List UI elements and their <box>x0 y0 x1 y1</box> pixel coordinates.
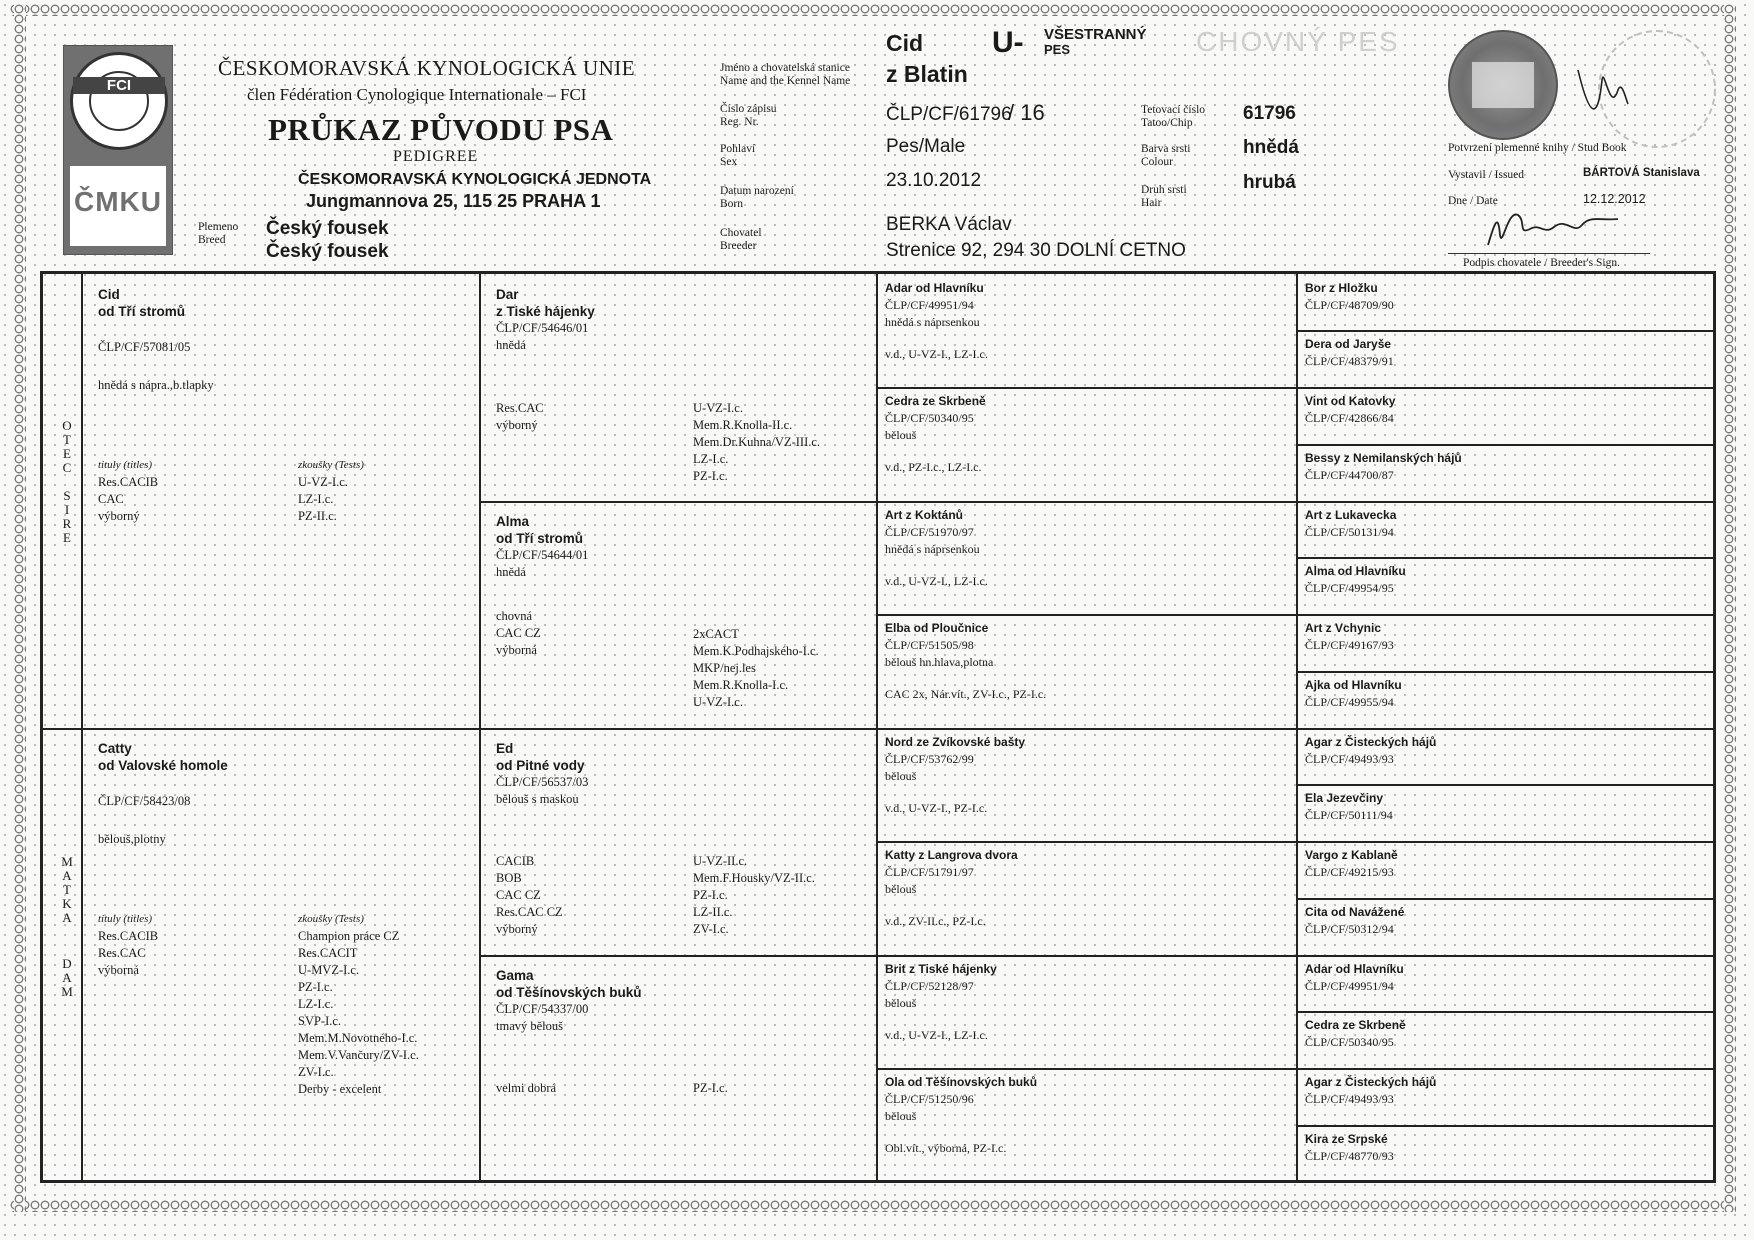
great-grandparent-cell: Nord ze Zvíkovské bašty ČLP/CF/53762/99 bělouš v.d., U-VZ-I., PZ-I.c. <box>885 735 1026 815</box>
grandparent-tests: 2xCACT Mem.K.Podhajského-I.c. MKP/nej.les Mem.R.Knolla-I.c. U-VZ-I.c. <box>693 627 819 709</box>
dog-tattoo: 61796 <box>1243 103 1296 124</box>
gg-grandparent-cell: Cedra ze Skrbeně ČLP/CF/50340/95 <box>1305 1018 1406 1049</box>
breed-value-en: Český fousek <box>266 241 389 262</box>
grandparent-titles: Res.CAC výborný <box>496 401 544 432</box>
breed-value-cz: Český fousek <box>266 218 389 239</box>
watermark-stamp: CHOVNÝ PES <box>1196 26 1400 57</box>
org-name: ČESKOMORAVSKÁ KYNOLOGICKÁ UNIE <box>218 56 636 80</box>
studbook-label: Potvrzení plemenné knihy / Stud Book <box>1448 142 1627 154</box>
cmku-emblem-icon: ČMKU <box>70 166 166 246</box>
signature-line <box>1448 253 1650 254</box>
grandparent-cell: Alma od Tří stromů ČLP/CF/54644/01 hnědá <box>496 514 589 579</box>
dog-kennel: z Blatin <box>886 61 968 87</box>
issued-label: Vystavil / Issued <box>1448 169 1525 181</box>
breeder-address: Strenice 92, 294 30 DOLNÍ CETNO <box>886 240 1186 261</box>
grandparent-tests: PZ-I.c. <box>693 1081 728 1095</box>
fci-cmku-logo <box>63 45 173 255</box>
great-grandparent-cell: Art z Koktánů ČLP/CF/51970/97 hnědá s náprsenkou v.d., U-VZ-I., LZ-I.c. <box>885 508 988 588</box>
name-label: Jméno a chovatelská stanice Name and the Kennel Name <box>720 62 851 87</box>
dog-reg-nr: ČLP/CF/61796 <box>886 104 1012 125</box>
grandparent-cell: Ed od Pitné vody ČLP/CF/56537/03 bělouš s maskou <box>496 741 589 806</box>
great-grandparent-cell: Ola od Těšínovských buků ČLP/CF/51250/96 bělouš Obl.vít., výborná, PZ-I.c. <box>885 1075 1038 1155</box>
gg-grandparent-cell: Ela Jezevčiny ČLP/CF/50111/94 <box>1305 791 1393 822</box>
grandparent-tests: U-VZ-II.c. Mem.F.Housky/VZ-II.c. PZ-I.c. LZ-II.c. ZV-I.c. <box>693 854 815 936</box>
sire-tests: zkoušky (Tests) U-VZ-I.c. LZ-I.c. PZ-II.c. <box>298 459 364 523</box>
ornamental-border-left <box>14 4 26 1212</box>
grandparent-cell: Gama od Těšínovských buků ČLP/CF/54337/00 tmavý bělouš <box>496 968 642 1033</box>
gg-grandparent-cell: Dera od Jaryše ČLP/CF/48379/91 <box>1305 337 1394 368</box>
fci-member-line: člen Fédération Cynologique Internationale – FCI <box>247 85 587 104</box>
issued-date: 12.12.2012 <box>1583 192 1646 206</box>
dog-colour: hnědá <box>1243 137 1299 158</box>
date-label: Dne / Date <box>1448 195 1498 207</box>
born-label: Datum narození Born <box>720 185 794 210</box>
sex-label: Pohlaví Sex <box>720 143 756 168</box>
dog-reg-suffix: / 16 <box>1008 100 1045 125</box>
grandparent-titles: CACIB BOB CAC CZ Res.CAC CZ výborný <box>496 854 563 936</box>
gg-grandparent-cell: Bor z Hložku ČLP/CF/48709/90 <box>1305 281 1394 312</box>
hair-label: Druh srsti Hair <box>1141 184 1187 209</box>
gg-grandparent-cell: Alma od Hlavníku ČLP/CF/49954/95 <box>1305 564 1406 595</box>
ornamental-border-bottom <box>10 1200 1735 1212</box>
colour-label: Barva srsti Colour <box>1141 143 1191 168</box>
studbook-stamp-icon <box>1448 30 1558 140</box>
sire-titles: tituly (titles) Res.CACIB CAC výborný <box>98 459 159 523</box>
performance-mark-top: VŠESTRANNÝ <box>1044 26 1147 43</box>
gg-grandparent-cell: Agar z Čisteckých hájů ČLP/CF/49493/93 <box>1305 1075 1437 1106</box>
grandparent-cell: Dar z Tiské hájenky ČLP/CF/54646/01 hnědá <box>496 287 595 352</box>
dog-sex: Pes/Male <box>886 136 966 157</box>
ornamental-border-top <box>10 4 1735 16</box>
breeder-sign-label: Podpis chovatele / Breeder's Sign. <box>1463 257 1620 269</box>
grandparent-titles: chovná CAC CZ výborná <box>496 609 541 657</box>
dog-hair: hrubá <box>1243 172 1296 193</box>
fci-emblem-icon: FCI <box>70 52 168 150</box>
gg-grandparent-cell: Agar z Čisteckých hájů ČLP/CF/49493/93 <box>1305 735 1437 766</box>
reg-label: Číslo zápisu Reg. Nr. <box>720 103 777 128</box>
document-subtitle: PEDIGREE <box>393 148 479 165</box>
dam-tests: zkoušky (Tests) Champion práce CZ Res.CACIT U-MVZ-I.c. PZ-I.c. LZ-I.c. SVP-I.c. Mem.M.Novotného-I.c. Mem.V.Vančury/ZV-I.c. ZV-I.c. Derby - excelent <box>298 913 419 1096</box>
sire-section-label: O T E C S I R E <box>62 418 72 545</box>
issuer-name: ČESKOMORAVSKÁ KYNOLOGICKÁ JEDNOTA <box>298 171 652 188</box>
gg-grandparent-cell: Art z Vchynic ČLP/CF/49167/93 <box>1305 621 1394 652</box>
breeder-signature-icon <box>1478 205 1628 253</box>
issuer-address: Jungmannova 25, 115 25 PRAHA 1 <box>306 191 601 211</box>
gg-grandparent-cell: Bessy z Nemilanských hájů ČLP/CF/44700/87 <box>1305 451 1462 482</box>
breed-label: Plemeno Breed <box>198 221 239 246</box>
gg-grandparent-cell: Vint od Katovky ČLP/CF/42866/84 <box>1305 394 1396 425</box>
gg-grandparent-cell: Adar od Hlavníku ČLP/CF/49951/94 <box>1305 962 1404 993</box>
dam-titles: tituly (titles) Res.CACIB Res.CAC výborná <box>98 913 159 977</box>
pedigree-table <box>40 271 1716 1183</box>
dog-born: 23.10.2012 <box>886 170 982 191</box>
document-title: PRŮKAZ PŮVODU PSA <box>268 112 614 147</box>
issued-by: BÁRTOVÁ Stanislava <box>1583 167 1700 179</box>
ornamental-border-right <box>1724 4 1736 1212</box>
great-grandparent-cell: Brit z Tiské hájenky ČLP/CF/52128/97 bělouš v.d., U-VZ-I., LZ-I.c. <box>885 962 997 1042</box>
great-grandparent-cell: Adar od Hlavníku ČLP/CF/49951/94 hnědá s náprsenkou v.d., U-VZ-I., LZ-I.c. <box>885 281 988 361</box>
breeder-label: Chovatel Breeder <box>720 227 762 252</box>
grandparent-titles: velmi dobrá <box>496 1081 557 1095</box>
gg-grandparent-cell: Vargo z Kablaně ČLP/CF/49215/93 <box>1305 848 1398 879</box>
great-grandparent-cell: Katty z Langrova dvora ČLP/CF/51791/97 bělouš v.d., ZV-II.c., PZ-I.c. <box>885 848 1018 928</box>
tattoo-label: Tetovací číslo Tatoo/Chip <box>1141 104 1206 129</box>
gg-grandparent-cell: Kira ze Srpské ČLP/CF/48770/93 <box>1305 1132 1394 1163</box>
great-grandparent-cell: Elba od Ploučnice ČLP/CF/51505/98 bělouš hn.hlava,plotna CAC 2x, Nár.vít., ZV-I.c., PZ-I.c. <box>885 621 1047 701</box>
gg-grandparent-cell: Art z Lukavecka ČLP/CF/50131/94 <box>1305 508 1397 539</box>
dam-cell: Catty od Valovské homole ČLP/CF/58423/08 bělouš,plotny <box>98 741 228 846</box>
gg-grandparent-cell: Ajka od Hlavníku ČLP/CF/49955/94 <box>1305 678 1402 709</box>
great-grandparent-cell: Cedra ze Skrbeně ČLP/CF/50340/95 bělouš v.d., PZ-I.c., LZ-I.c. <box>885 394 986 474</box>
performance-mark: U- <box>992 26 1024 59</box>
sire-cell: Cid od Tří stromů ČLP/CF/57081/05 hnědá s nápra.,b.tlapky <box>98 287 214 392</box>
dam-section-label: M A T K A D A M <box>61 854 73 999</box>
gg-grandparent-cell: Cita od Navážené ČLP/CF/50312/94 <box>1305 905 1405 936</box>
performance-mark-bottom: PES <box>1044 42 1071 57</box>
signature-icon <box>1570 60 1630 130</box>
breeder-name: BERKA Václav <box>886 214 1012 235</box>
grandparent-tests: U-VZ-I.c. Mem.R.Knolla-II.c. Mem.Dr.Kuhna/VZ-III.c. LZ-I.c. PZ-I.c. <box>693 401 821 483</box>
dog-name: Cid <box>886 30 924 56</box>
